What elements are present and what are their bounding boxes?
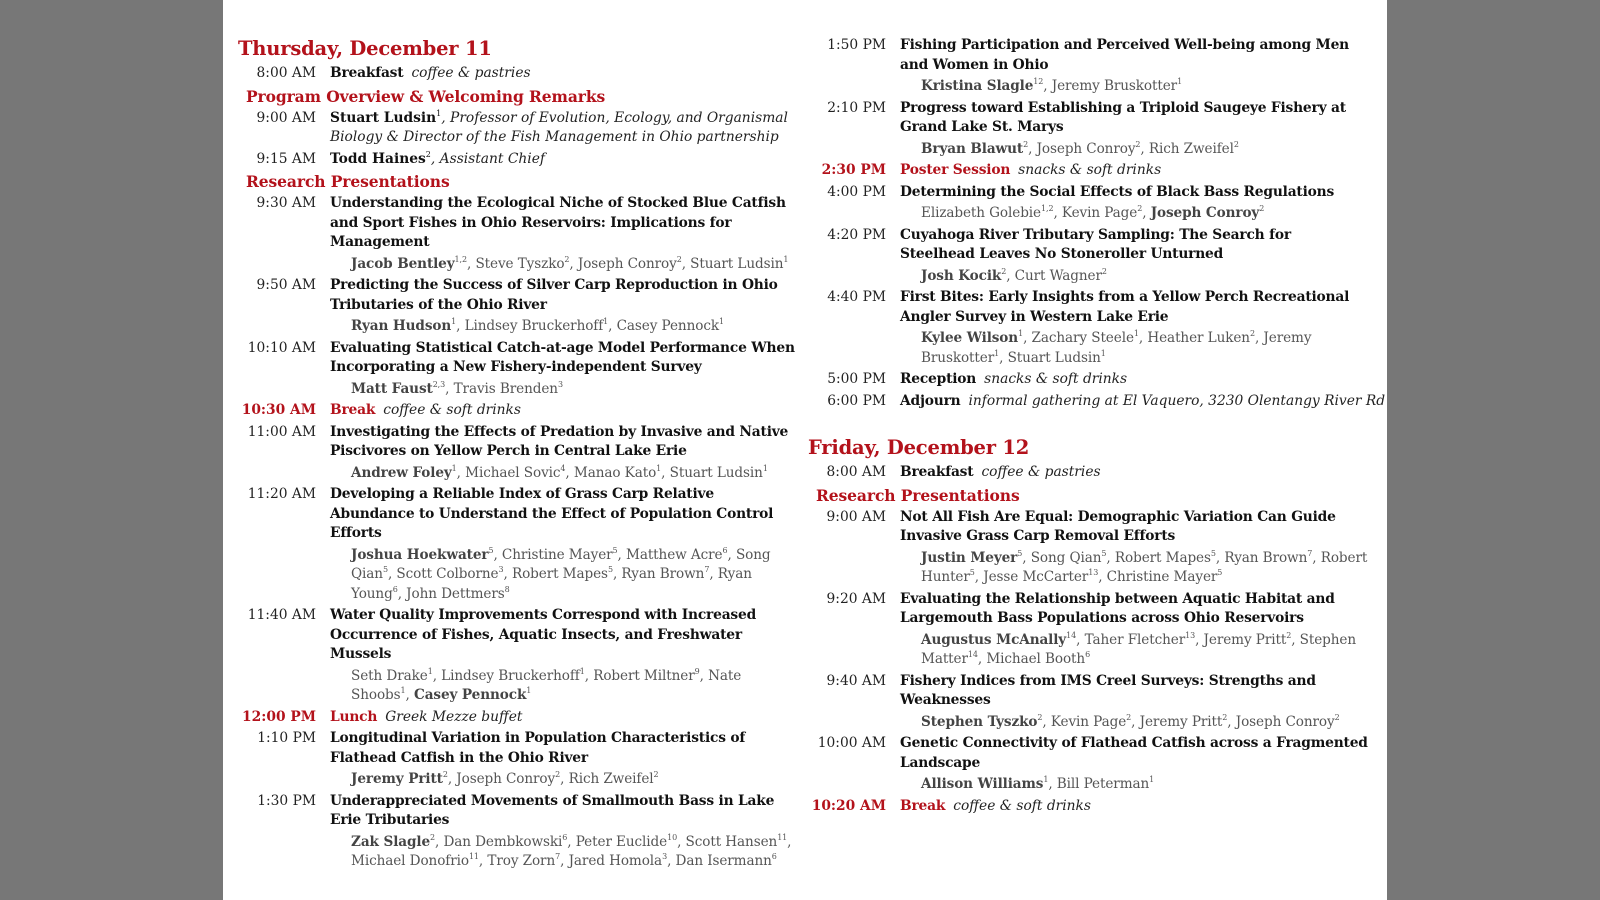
presenting-author: Joseph Conroy bbox=[1150, 205, 1260, 221]
talk-item bbox=[808, 226, 1368, 265]
welcome-item bbox=[238, 150, 798, 170]
talk-authors: Bryan Blawut$^2$, Joseph Conroy$^2$, Rich Zweifel$^2$ bbox=[921, 139, 1239, 157]
event-time: 9:15 AM bbox=[256, 150, 316, 167]
talk-time: 1:50 PM bbox=[827, 37, 886, 53]
talk-title: Fishery Indices from IMS Creel Surveys: Strengths and Weaknesses bbox=[900, 672, 1316, 708]
author-name: Bill Peterman bbox=[1056, 776, 1150, 792]
talk-authors: Kristina Slagle$^{12}$, Jeremy Bruskotter$^1$ bbox=[921, 77, 1183, 94]
affiliation-sup: 1 bbox=[1177, 77, 1183, 86]
affiliation-sup: 6 bbox=[392, 584, 398, 594]
event-breakfast bbox=[808, 463, 1368, 483]
talk-time: 9:00 AM bbox=[826, 508, 886, 525]
author-name: Casey Pennock bbox=[616, 318, 719, 334]
author-name: Scott Colborne bbox=[396, 566, 499, 582]
program-page bbox=[223, 0, 1387, 900]
talk-time: 4:40 PM bbox=[827, 289, 886, 305]
talk-title: Progress toward Establishing a Triploid Saugeye Fishery at Grand Lake St. Marys bbox=[900, 99, 1346, 135]
event-adjourn bbox=[808, 392, 1386, 412]
talk-authors: Jacob Bentley$^{1,2}$, Steve Tyszko$^2$, Joseph Conroy$^2$, Stuart Ludsin$^1$ bbox=[351, 254, 789, 272]
talk-title: Determining the Social Effects of Black Bass Regulations bbox=[900, 183, 1335, 200]
author-name: Joseph Conroy bbox=[1036, 140, 1136, 157]
affiliation-sup: 7 bbox=[1307, 548, 1313, 558]
talk-item bbox=[808, 734, 1368, 773]
event-note: coffee & pastries bbox=[981, 464, 1101, 480]
talk-title: Investigating the Effects of Predation by Invasive and Native Piscivores on Yellow Perch in Central Lake Erie bbox=[330, 423, 789, 459]
talk-item bbox=[808, 99, 1368, 138]
talk-title: Evaluating the Relationship between Aquatic Habitat and Largemouth Bass Populations across Ohio Reservoirs bbox=[900, 590, 1335, 626]
presenting-author: Jeremy Pritt bbox=[351, 771, 443, 787]
affiliation-sup: 6 bbox=[722, 545, 728, 555]
affiliation-sup: 1 bbox=[451, 317, 457, 326]
talk-item bbox=[238, 729, 798, 768]
event-reception bbox=[808, 370, 1368, 390]
affiliation-sup: 1,2 bbox=[1041, 204, 1054, 213]
affiliation-sup: 1 bbox=[579, 666, 585, 676]
right-column bbox=[808, 36, 1386, 818]
author-name: Taher Fletcher bbox=[1084, 631, 1186, 648]
talk-title: Not All Fish Are Equal: Demographic Variation Can Guide Invasive Grass Carp Removal Efforts bbox=[900, 508, 1336, 544]
talk-item bbox=[238, 276, 798, 315]
section-heading-overview: Program Overview & Welcoming Remarks bbox=[246, 86, 606, 106]
talk-list bbox=[238, 194, 798, 399]
talk-title: Longitudinal Variation in Population Characteristics of Flathead Catfish in the Ohio River bbox=[330, 730, 746, 766]
author-name: Robert Mapes bbox=[511, 566, 608, 582]
affiliation-sup: 4 bbox=[560, 463, 566, 473]
affiliation-sup: 2,3 bbox=[432, 379, 446, 389]
presenting-author: Allison Williams bbox=[921, 776, 1044, 792]
speaker-role: , Assistant Chief bbox=[430, 150, 545, 167]
affiliation-sup: 1 bbox=[994, 348, 1000, 358]
affiliation-sup: 2 bbox=[676, 254, 682, 264]
author-name: Heather Luken bbox=[1147, 330, 1250, 346]
talk-title: Genetic Connectivity of Flathead Catfish across a Fragmented Landscape bbox=[900, 735, 1368, 771]
talk-item bbox=[238, 194, 798, 253]
affiliation-sup: 1 bbox=[1149, 775, 1155, 784]
author-name: Stuart Ludsin bbox=[669, 464, 763, 481]
talk-title: First Bites: Early Insights from a Yellow Perch Recreational Angler Survey in Western Lake Erie bbox=[900, 289, 1350, 325]
event-title: Breakfast bbox=[330, 65, 404, 81]
affiliation-sup: 1 bbox=[718, 317, 724, 326]
event-break bbox=[808, 797, 1368, 817]
author-name: Jeremy Pritt bbox=[1203, 631, 1287, 648]
affiliation-sup: 5 bbox=[607, 565, 613, 574]
talk-item bbox=[808, 183, 1368, 203]
talk-list bbox=[808, 508, 1368, 795]
talk-authors: Elizabeth Golebie$^{1,2}$, Kevin Page$^2$, Joseph Conroy$^2$ bbox=[921, 204, 1265, 221]
event-time: 10:30 AM bbox=[241, 402, 316, 418]
affiliation-sup: 2 bbox=[1286, 630, 1292, 640]
event-title: Break bbox=[900, 797, 946, 814]
presenting-author: Bryan Blawut bbox=[921, 140, 1024, 157]
talk-title: Predicting the Success of Silver Carp Reproduction in Ohio Tributaries of the Ohio River bbox=[330, 277, 778, 313]
event-time: 10:20 AM bbox=[811, 797, 886, 814]
author-name: Matthew Acre bbox=[626, 546, 723, 563]
speaker-name: Todd Haines bbox=[330, 150, 426, 167]
affiliation-sup: 14 bbox=[1066, 630, 1077, 640]
affiliation-sup: 2 bbox=[1101, 266, 1107, 276]
author-name: Zachary Steele bbox=[1031, 330, 1134, 346]
author-name: Travis Brenden bbox=[453, 380, 558, 397]
author-name: Ryan Young bbox=[351, 566, 752, 602]
event-title: Adjourn bbox=[900, 392, 961, 409]
speaker-role: , Professor of Evolution, Ecology, and Organismal Biology & Director of the Fish Management in Ohio partnership bbox=[330, 109, 788, 145]
event-note: coffee & pastries bbox=[411, 65, 531, 81]
author-name: Joseph Conroy bbox=[456, 771, 556, 787]
author-name: Christine Mayer bbox=[1106, 569, 1218, 585]
author-name: Nate Shoobs bbox=[351, 667, 742, 703]
event-time: 2:30 PM bbox=[821, 162, 886, 178]
affiliation-sup: 1 bbox=[656, 463, 662, 473]
talk-time: 4:20 PM bbox=[827, 226, 886, 243]
event-time: 12:00 PM bbox=[242, 708, 316, 725]
left-column bbox=[238, 36, 798, 874]
talk-title: Underappreciated Movements of Smallmouth Bass in Lake Erie Tributaries bbox=[330, 792, 775, 828]
affiliation-sup: 1 bbox=[603, 317, 609, 326]
author-name: Lindsey Bruckerhoff bbox=[441, 667, 580, 684]
affiliation-sup: 1 bbox=[1100, 348, 1106, 358]
author-name: Dan Isermann bbox=[675, 853, 772, 869]
affiliation-sup: 3 bbox=[557, 379, 563, 389]
event-break bbox=[238, 401, 798, 421]
talk-time: 11:20 AM bbox=[247, 486, 316, 502]
affiliation-sup: 1 bbox=[1133, 329, 1139, 338]
day-title-thursday: Thursday, December 11 bbox=[238, 37, 492, 60]
talk-title: Understanding the Ecological Niche of Stocked Blue Catfish and Sport Fishes in Ohio Reservoirs: Implications for Management bbox=[330, 195, 786, 250]
author-name: Lindsey Bruckerhoff bbox=[464, 318, 604, 334]
affiliation-sup: 2 bbox=[1233, 139, 1239, 149]
affiliation-sup: 14 bbox=[967, 650, 978, 659]
presenting-author: Casey Pennock bbox=[413, 687, 527, 703]
author-name: Manao Kato bbox=[573, 464, 657, 481]
talk-title: Water Quality Improvements Correspond with Increased Occurrence of Fishes, Aquatic Insects, and Freshwater Mussels bbox=[330, 607, 757, 662]
event-note: coffee & soft drinks bbox=[383, 402, 521, 418]
affiliation-sup: 6 bbox=[771, 852, 777, 861]
event-lunch bbox=[238, 708, 798, 728]
event-time: 6:00 PM bbox=[827, 392, 886, 409]
affiliation-sup: 1 bbox=[1043, 775, 1049, 784]
affiliation-sup: 2 bbox=[555, 770, 561, 779]
affiliation-sup: 11 bbox=[777, 832, 788, 842]
event-title: Break bbox=[330, 402, 376, 418]
talk-authors: Kylee Wilson$^1$, Zachary Steele$^1$, Heather Luken$^2$, Jeremy Bruskotter$^1$, Stuart Ludsin$^1$ bbox=[921, 329, 1312, 366]
affiliation-sup: 13 bbox=[1185, 630, 1196, 640]
affiliation-sup: 5 bbox=[969, 568, 975, 577]
author-name: Song Qian bbox=[1030, 549, 1102, 566]
event-time: 8:00 AM bbox=[256, 65, 316, 81]
author-name: Kevin Page bbox=[1050, 713, 1127, 730]
author-name: Joseph Conroy bbox=[1235, 713, 1335, 730]
talk-authors: Josh Kocik$^2$, Curt Wagner$^2$ bbox=[921, 266, 1107, 284]
talk-authors: Matt Faust$^{2,3}$, Travis Brenden$^3$ bbox=[351, 379, 563, 397]
affiliation-sup: 2 bbox=[653, 770, 659, 779]
event-time: 8:00 AM bbox=[826, 464, 886, 480]
presenting-author: Josh Kocik bbox=[921, 267, 1002, 284]
event-note: Greek Mezze buffet bbox=[385, 708, 523, 725]
affiliation-sup: 1 bbox=[1018, 329, 1024, 338]
presenting-author: Kristina Slagle bbox=[921, 78, 1034, 94]
affiliation-sup: 12 bbox=[1033, 77, 1044, 86]
talk-authors: Stephen Tyszko$^2$, Kevin Page$^2$, Jeremy Pritt$^2$, Joseph Conroy$^2$ bbox=[921, 712, 1340, 730]
talk-title: Developing a Reliable Index of Grass Carp Relative Abundance to Understand the Effect of Population Control Efforts bbox=[330, 486, 774, 541]
author-name: Michael Sovic bbox=[465, 464, 561, 481]
presenting-author: Joshua Hoekwater bbox=[351, 546, 489, 563]
affiliation-sup: 3 bbox=[498, 565, 504, 574]
section-heading-research: Research Presentations bbox=[816, 485, 1020, 505]
talk-authors: Allison Williams$^1$, Bill Peterman$^1$ bbox=[921, 775, 1155, 792]
talk-time: 9:50 AM bbox=[256, 277, 316, 293]
author-name: Ryan Brown bbox=[621, 566, 705, 582]
affiliation-sup: 5 bbox=[1017, 548, 1023, 558]
affiliation-sup: 1 bbox=[400, 686, 406, 695]
day-title-friday: Friday, December 12 bbox=[808, 436, 1030, 459]
author-name: Curt Wagner bbox=[1014, 267, 1102, 284]
affiliation-sup: 13 bbox=[1088, 568, 1099, 577]
affiliation-sup: 5 bbox=[1217, 568, 1223, 577]
event-title: Breakfast bbox=[900, 464, 974, 480]
affiliation-sup: 2 bbox=[1259, 204, 1265, 213]
talk-time: 1:10 PM bbox=[257, 730, 316, 746]
speaker-name: Stuart Ludsin bbox=[330, 109, 437, 126]
presenting-author: Matt Faust bbox=[351, 380, 433, 397]
event-note: coffee & soft drinks bbox=[953, 797, 1091, 814]
talk-time: 10:10 AM bbox=[247, 339, 316, 356]
talk-time: 9:20 AM bbox=[826, 590, 886, 607]
event-time: 5:00 PM bbox=[827, 371, 886, 387]
author-name: Robert Miltner bbox=[593, 667, 695, 684]
talk-authors: Augustus McAnally$^{14}$, Taher Fletcher$^{13}$, Jeremy Pritt$^2$, Stephen Matter$^{14}$, Michael Booth$^6$ bbox=[921, 630, 1357, 667]
author-name: Troy Zorn bbox=[487, 853, 556, 869]
talk-time: 2:10 PM bbox=[827, 99, 886, 116]
talk-item bbox=[808, 590, 1368, 629]
talk-list bbox=[808, 183, 1368, 369]
talk-item bbox=[808, 288, 1368, 327]
event-breakfast bbox=[238, 64, 798, 84]
talk-title: Fishing Participation and Perceived Well-being among Men and Women in Ohio bbox=[900, 37, 1350, 73]
talk-list bbox=[238, 729, 798, 872]
event-note: snacks & soft drinks bbox=[984, 371, 1128, 387]
affiliation-sup: 1 bbox=[762, 463, 768, 473]
spacer bbox=[808, 413, 1368, 435]
affiliation-sup: 2 bbox=[1334, 712, 1340, 722]
affiliation-sup: 7 bbox=[704, 565, 710, 574]
author-name: Stephen Matter bbox=[921, 631, 1357, 667]
author-name: Elizabeth Golebie bbox=[921, 205, 1042, 221]
author-name: Scott Hansen bbox=[685, 833, 778, 850]
affiliation-sup: 2 bbox=[564, 254, 570, 264]
presenting-author: Zak Slagle bbox=[351, 833, 430, 850]
affiliation-sup: 7 bbox=[555, 852, 561, 861]
talk-title: Cuyahoga River Tributary Sampling: The Search for Steelhead Leaves No Stoneroller Unturned bbox=[900, 226, 1291, 262]
talk-authors: Justin Meyer$^5$, Song Qian$^5$, Robert Mapes$^5$, Ryan Brown$^7$, Robert Hunter$^5$, Jesse McCarter$^{13}$, Christine Mayer$^5$ bbox=[921, 548, 1368, 585]
talk-item bbox=[808, 508, 1368, 547]
event-poster-session bbox=[808, 161, 1368, 181]
affiliation-sup: 10 bbox=[667, 832, 678, 842]
affiliation-sup: 5 bbox=[1210, 548, 1216, 558]
affiliation-sup: 8 bbox=[504, 584, 510, 594]
talk-authors: Zak Slagle$^2$, Dan Dembkowski$^6$, Peter Euclide$^{10}$, Scott Hansen$^{11}$, Michael Donofrio$^{11}$, Troy Zorn$^7$, Jared Homola$^3$, Dan Isermann$^6$ bbox=[351, 832, 792, 869]
presenting-author: Justin Meyer bbox=[921, 549, 1018, 566]
talk-time: 9:40 AM bbox=[826, 672, 886, 689]
author-name: Michael Donofrio bbox=[351, 853, 469, 869]
event-title: Reception bbox=[900, 371, 977, 387]
affiliation-sup: 2 bbox=[1001, 266, 1007, 276]
affiliation-sup: 6 bbox=[1085, 650, 1091, 659]
author-name: Robert Mapes bbox=[1114, 549, 1211, 566]
presenting-author: Jacob Bentley bbox=[351, 255, 455, 272]
event-title: Poster Session bbox=[900, 162, 1011, 178]
talk-authors: Joshua Hoekwater$^5$, Christine Mayer$^5$, Matthew Acre$^6$, Song Qian$^5$, Scott Colborne$^3$, Robert Mapes$^5$, Ryan Brown$^7$, Ryan Young$^6$, John Dettmers$^8$ bbox=[351, 545, 771, 602]
talk-item bbox=[238, 606, 798, 665]
affiliation-sup: 1,2 bbox=[454, 254, 467, 264]
author-name: Seth Drake bbox=[351, 667, 428, 684]
welcome-item bbox=[238, 109, 798, 148]
talk-time: 11:40 AM bbox=[247, 607, 316, 623]
affiliation-sup: 2 bbox=[1126, 712, 1132, 722]
affiliation-sup: 3 bbox=[662, 852, 668, 861]
talk-authors: Andrew Foley$^1$, Michael Sovic$^4$, Manao Kato$^1$, Stuart Ludsin$^1$ bbox=[351, 463, 768, 481]
affiliation-sup: 1 bbox=[526, 686, 532, 695]
talk-item bbox=[808, 36, 1368, 75]
talk-time: 11:00 AM bbox=[247, 423, 316, 440]
author-name: Robert Hunter bbox=[921, 549, 1368, 585]
talk-title: Evaluating Statistical Catch-at-age Model Performance When Incorporating a New Fishery-independent Survey bbox=[330, 339, 795, 375]
affiliation-sup: 2 bbox=[1222, 712, 1228, 722]
affiliation-sup: 5 bbox=[1101, 548, 1107, 558]
presenting-author: Stephen Tyszko bbox=[921, 713, 1038, 730]
affiliation-sup: 6 bbox=[562, 832, 568, 842]
talk-item bbox=[238, 339, 798, 378]
affiliation-sup: 9 bbox=[694, 666, 700, 676]
author-name: Rich Zweifel bbox=[568, 771, 654, 787]
author-name: Rich Zweifel bbox=[1148, 140, 1234, 157]
affiliation-sup: 2 bbox=[1037, 712, 1043, 722]
affiliation-sup: 2 bbox=[425, 149, 431, 159]
presenting-author: Kylee Wilson bbox=[921, 330, 1019, 346]
author-name: Jeremy Pritt bbox=[1139, 713, 1223, 730]
affiliation-sup: 1 bbox=[436, 108, 442, 118]
event-note: informal gathering at El Vaquero, 3230 Olentangy River Rd bbox=[968, 392, 1386, 409]
affiliation-sup: 1 bbox=[427, 666, 433, 676]
affiliation-sup: 2 bbox=[1135, 139, 1141, 149]
event-time: 9:00 AM bbox=[256, 109, 316, 126]
talk-authors: Jeremy Pritt$^2$, Joseph Conroy$^2$, Rich Zweifel$^2$ bbox=[351, 770, 659, 787]
affiliation-sup: 1 bbox=[451, 463, 457, 473]
event-note: snacks & soft drinks bbox=[1018, 162, 1162, 178]
affiliation-sup: 2 bbox=[1137, 204, 1143, 213]
affiliation-sup: 5 bbox=[382, 565, 388, 574]
affiliation-sup: 2 bbox=[1249, 329, 1255, 338]
author-name: Jared Homola bbox=[568, 853, 663, 869]
author-name: Dan Dembkowski bbox=[443, 833, 563, 850]
affiliation-sup: 11 bbox=[468, 852, 479, 861]
author-name: Stuart Ludsin bbox=[690, 255, 784, 272]
affiliation-sup: 2 bbox=[442, 770, 448, 779]
author-name: Peter Euclide bbox=[575, 833, 668, 850]
event-title: Lunch bbox=[330, 708, 378, 725]
talk-list bbox=[808, 36, 1368, 159]
talk-item bbox=[808, 672, 1368, 711]
author-name: Jesse McCarter bbox=[983, 569, 1089, 585]
author-name: Ryan Brown bbox=[1224, 549, 1308, 566]
author-name: Joseph Conroy bbox=[577, 255, 677, 272]
author-name: Jeremy Bruskotter bbox=[1051, 78, 1178, 94]
presenting-author: Ryan Hudson bbox=[351, 318, 452, 334]
affiliation-sup: 2 bbox=[430, 832, 435, 842]
author-name: Steve Tyszko bbox=[475, 255, 565, 272]
talk-item bbox=[238, 423, 798, 462]
talk-time: 9:30 AM bbox=[256, 195, 316, 211]
author-name: Jeremy Bruskotter bbox=[921, 330, 1312, 366]
affiliation-sup: 5 bbox=[612, 545, 618, 555]
talk-time: 4:00 PM bbox=[827, 183, 886, 200]
presenting-author: Augustus McAnally bbox=[921, 631, 1067, 648]
author-name: Song Qian bbox=[351, 546, 771, 582]
talk-item bbox=[238, 485, 798, 544]
talk-list bbox=[238, 423, 798, 706]
talk-time: 1:30 PM bbox=[257, 792, 316, 809]
section-heading-research: Research Presentations bbox=[246, 172, 450, 191]
author-name: Michael Booth bbox=[986, 651, 1086, 667]
affiliation-sup: 2 bbox=[1023, 139, 1029, 149]
affiliation-sup: 1 bbox=[783, 254, 789, 264]
author-name: Christine Mayer bbox=[501, 546, 613, 563]
talk-authors: Ryan Hudson$^1$, Lindsey Bruckerhoff$^1$, Casey Pennock$^1$ bbox=[351, 317, 724, 334]
author-name: Stuart Ludsin bbox=[1007, 349, 1101, 366]
talk-authors: Seth Drake$^1$, Lindsey Bruckerhoff$^1$, Robert Miltner$^9$, Nate Shoobs$^1$, Casey Pennock$^1$ bbox=[351, 666, 742, 703]
talk-time: 10:00 AM bbox=[817, 735, 886, 751]
author-name: Kevin Page bbox=[1061, 205, 1138, 221]
author-name: John Dettmers bbox=[406, 585, 505, 602]
affiliation-sup: 5 bbox=[488, 545, 494, 555]
talk-item bbox=[238, 792, 798, 831]
presenting-author: Andrew Foley bbox=[351, 464, 452, 481]
